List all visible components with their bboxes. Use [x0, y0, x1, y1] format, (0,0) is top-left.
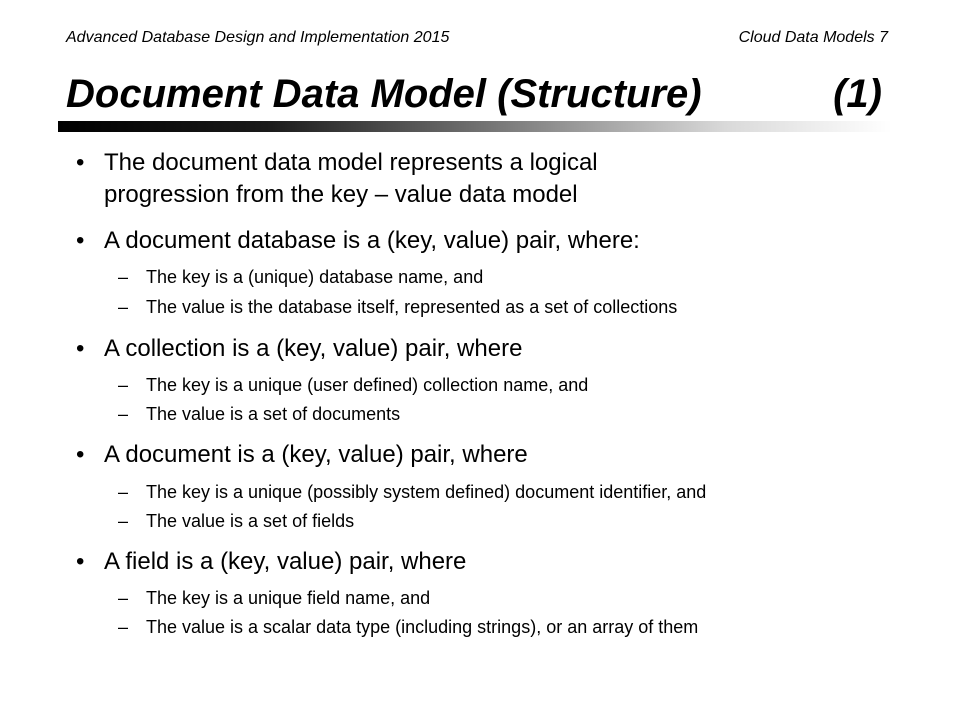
bullet-marker: • — [76, 335, 85, 362]
bullet-marker: • — [76, 548, 85, 575]
slide-title-text: Document Data Model (Structure) — [66, 72, 702, 116]
slide-title-number: (1) — [833, 72, 882, 116]
sub-bullet-marker: – — [118, 404, 129, 424]
slide-section-header: Cloud Data Models 7 — [738, 29, 888, 46]
bullet-marker: • — [76, 441, 85, 468]
sub-bullet-marker: – — [118, 617, 129, 637]
bullet-text: A document is a (key, value) pair, where — [104, 441, 528, 468]
sub-bullet-marker: – — [118, 511, 129, 531]
sub-bullet-marker: – — [118, 267, 129, 287]
bullet-text: The document data model represents a logical — [104, 149, 598, 176]
sub-bullet-text: The value is a set of fields — [146, 511, 355, 531]
sub-bullet-text: The value is the database itself, represented as a set of collections — [146, 297, 678, 317]
bullet-text: A document database is a (key, value) pair, where: — [104, 227, 640, 254]
bullet-text: progression from the key – value data model — [104, 181, 578, 208]
sub-bullet-text: The key is a unique (possibly system defined) document identifier, and — [146, 482, 707, 502]
sub-bullet-text: The key is a (unique) database name, and — [146, 267, 484, 287]
sub-bullet-text: The value is a set of documents — [146, 404, 401, 424]
bullet-text: A field is a (key, value) pair, where — [104, 548, 467, 575]
sub-bullet-marker: – — [118, 588, 129, 608]
sub-bullet-marker: – — [118, 482, 129, 502]
sub-bullet-marker: – — [118, 375, 129, 395]
sub-bullet-marker: – — [118, 297, 129, 317]
course-header: Advanced Database Design and Implementation 2015 — [66, 29, 450, 46]
bullet-text: A collection is a (key, value) pair, where — [104, 335, 523, 362]
sub-bullet-text: The value is a scalar data type (including strings), or an array of them — [146, 617, 699, 637]
sub-bullet-text: The key is a unique field name, and — [146, 588, 431, 608]
bullet-marker: • — [76, 227, 85, 254]
bullet-marker: • — [76, 149, 85, 176]
sub-bullet-text: The key is a unique (user defined) collection name, and — [146, 375, 589, 395]
